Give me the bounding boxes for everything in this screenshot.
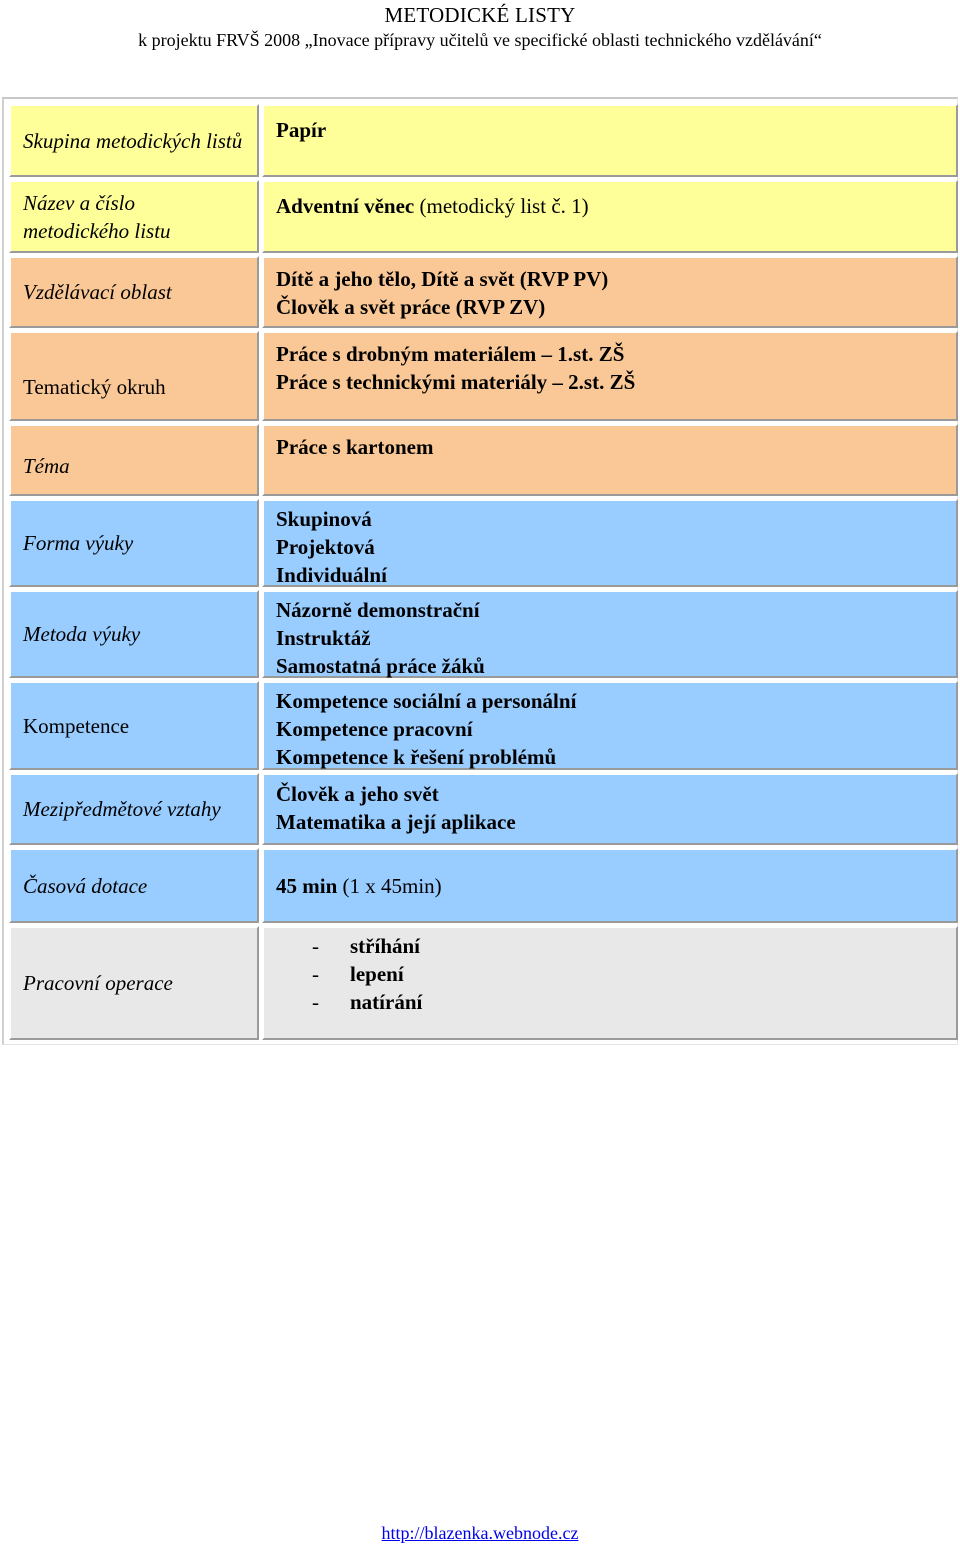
label-skupina xyxy=(9,104,259,177)
website-link[interactable]: http://blazenka.webnode.cz xyxy=(381,1523,579,1543)
value-tema xyxy=(262,424,958,496)
label-okruh xyxy=(9,331,259,421)
value-metoda-line-1: Názorně demonstrační xyxy=(276,598,480,622)
label-kompetence xyxy=(9,681,259,770)
operace-text: stříhání xyxy=(350,934,421,958)
value-forma xyxy=(262,499,958,587)
page-header xyxy=(0,2,960,52)
operace-dash: - xyxy=(312,990,319,1014)
label-mezipredmetove xyxy=(9,773,259,845)
label-oblast-text: Vzdělávací oblast xyxy=(23,280,172,304)
label-operace-text: Pracovní operace xyxy=(23,971,173,995)
value-kompetence-line-1: Kompetence sociální a personální xyxy=(276,689,577,713)
value-mezipredmetove xyxy=(262,773,958,845)
value-dotace xyxy=(262,848,958,923)
value-okruh-line-1: Práce s drobným materiálem – 1.st. ZŠ xyxy=(276,342,625,366)
value-oblast-line-1: Dítě a jeho tělo, Dítě a svět (RVP PV) xyxy=(276,267,609,291)
label-forma xyxy=(9,499,259,587)
value-dotace-line xyxy=(276,872,944,900)
operace-item xyxy=(276,988,944,1016)
value-dotace-bold: 45 min xyxy=(276,873,338,898)
operace-list xyxy=(276,932,944,1016)
label-metoda xyxy=(9,590,259,678)
value-oblast xyxy=(262,256,958,328)
label-oblast xyxy=(9,256,259,328)
value-mezipredmetove-line-1: Člověk a jeho svět xyxy=(276,782,439,806)
document-title: METODICKÉ LISTY xyxy=(384,3,576,27)
label-okruh-text: Tematický okruh xyxy=(23,375,166,399)
value-dotace-normal: (1 x 45min) xyxy=(337,873,442,898)
label-mezipredmetove-text: Mezipředmětové vztahy xyxy=(23,797,221,821)
value-forma-line-3: Individuální xyxy=(276,563,387,587)
value-nazev xyxy=(262,180,958,253)
value-oblast-line-2: Člověk a svět práce (RVP ZV) xyxy=(276,295,546,319)
label-tema-text: Téma xyxy=(23,454,70,478)
value-okruh-line-2: Práce s technickými materiály – 2.st. ZŠ xyxy=(276,370,636,394)
value-kompetence xyxy=(262,681,958,770)
operace-dash: - xyxy=(312,962,319,986)
label-dotace xyxy=(9,848,259,923)
value-nazev-normal: (metodický list č. 1) xyxy=(414,194,589,218)
value-nazev-line xyxy=(276,192,944,220)
label-nazev-text: Název a číslo metodického listu xyxy=(23,190,171,243)
value-metoda-line-3: Samostatná práce žáků xyxy=(276,654,485,678)
value-okruh xyxy=(262,331,958,421)
label-forma-text: Forma výuky xyxy=(23,531,134,555)
methodology-table xyxy=(2,97,958,1045)
label-dotace-text: Časová dotace xyxy=(23,873,148,898)
value-forma-line-2: Projektová xyxy=(276,535,375,559)
operace-text: lepení xyxy=(350,962,404,986)
label-kompetence-text: Kompetence xyxy=(23,713,130,738)
value-metoda-line-2: Instruktáž xyxy=(276,626,371,650)
value-mezipredmetove-line-2: Matematika a její aplikace xyxy=(276,810,516,834)
document-subtitle: k projektu FRVŠ 2008 „Inovace přípravy učitelů ve specifické oblasti technického vzdělávání“ xyxy=(138,30,822,50)
page-footer xyxy=(0,1521,960,1545)
value-kompetence-line-2: Kompetence pracovní xyxy=(276,717,473,741)
value-forma-line-1: Skupinová xyxy=(276,507,372,531)
value-nazev-bold: Adventní věnec xyxy=(276,194,415,218)
label-skupina-text: Skupina metodických listů xyxy=(23,128,243,153)
label-metoda-text: Metoda výuky xyxy=(23,622,141,646)
label-operace xyxy=(9,926,259,1040)
value-tema-text: Práce s kartonem xyxy=(276,435,434,459)
operace-dash: - xyxy=(312,934,319,958)
label-nazev xyxy=(9,180,259,253)
value-kompetence-line-3: Kompetence k řešení problémů xyxy=(276,745,557,769)
operace-item xyxy=(276,932,944,960)
operace-item xyxy=(276,960,944,988)
value-skupina xyxy=(262,104,958,177)
value-skupina-text: Papír xyxy=(276,118,327,142)
operace-text: natírání xyxy=(350,990,423,1014)
value-metoda xyxy=(262,590,958,678)
value-operace xyxy=(262,926,958,1040)
label-tema xyxy=(9,424,259,496)
